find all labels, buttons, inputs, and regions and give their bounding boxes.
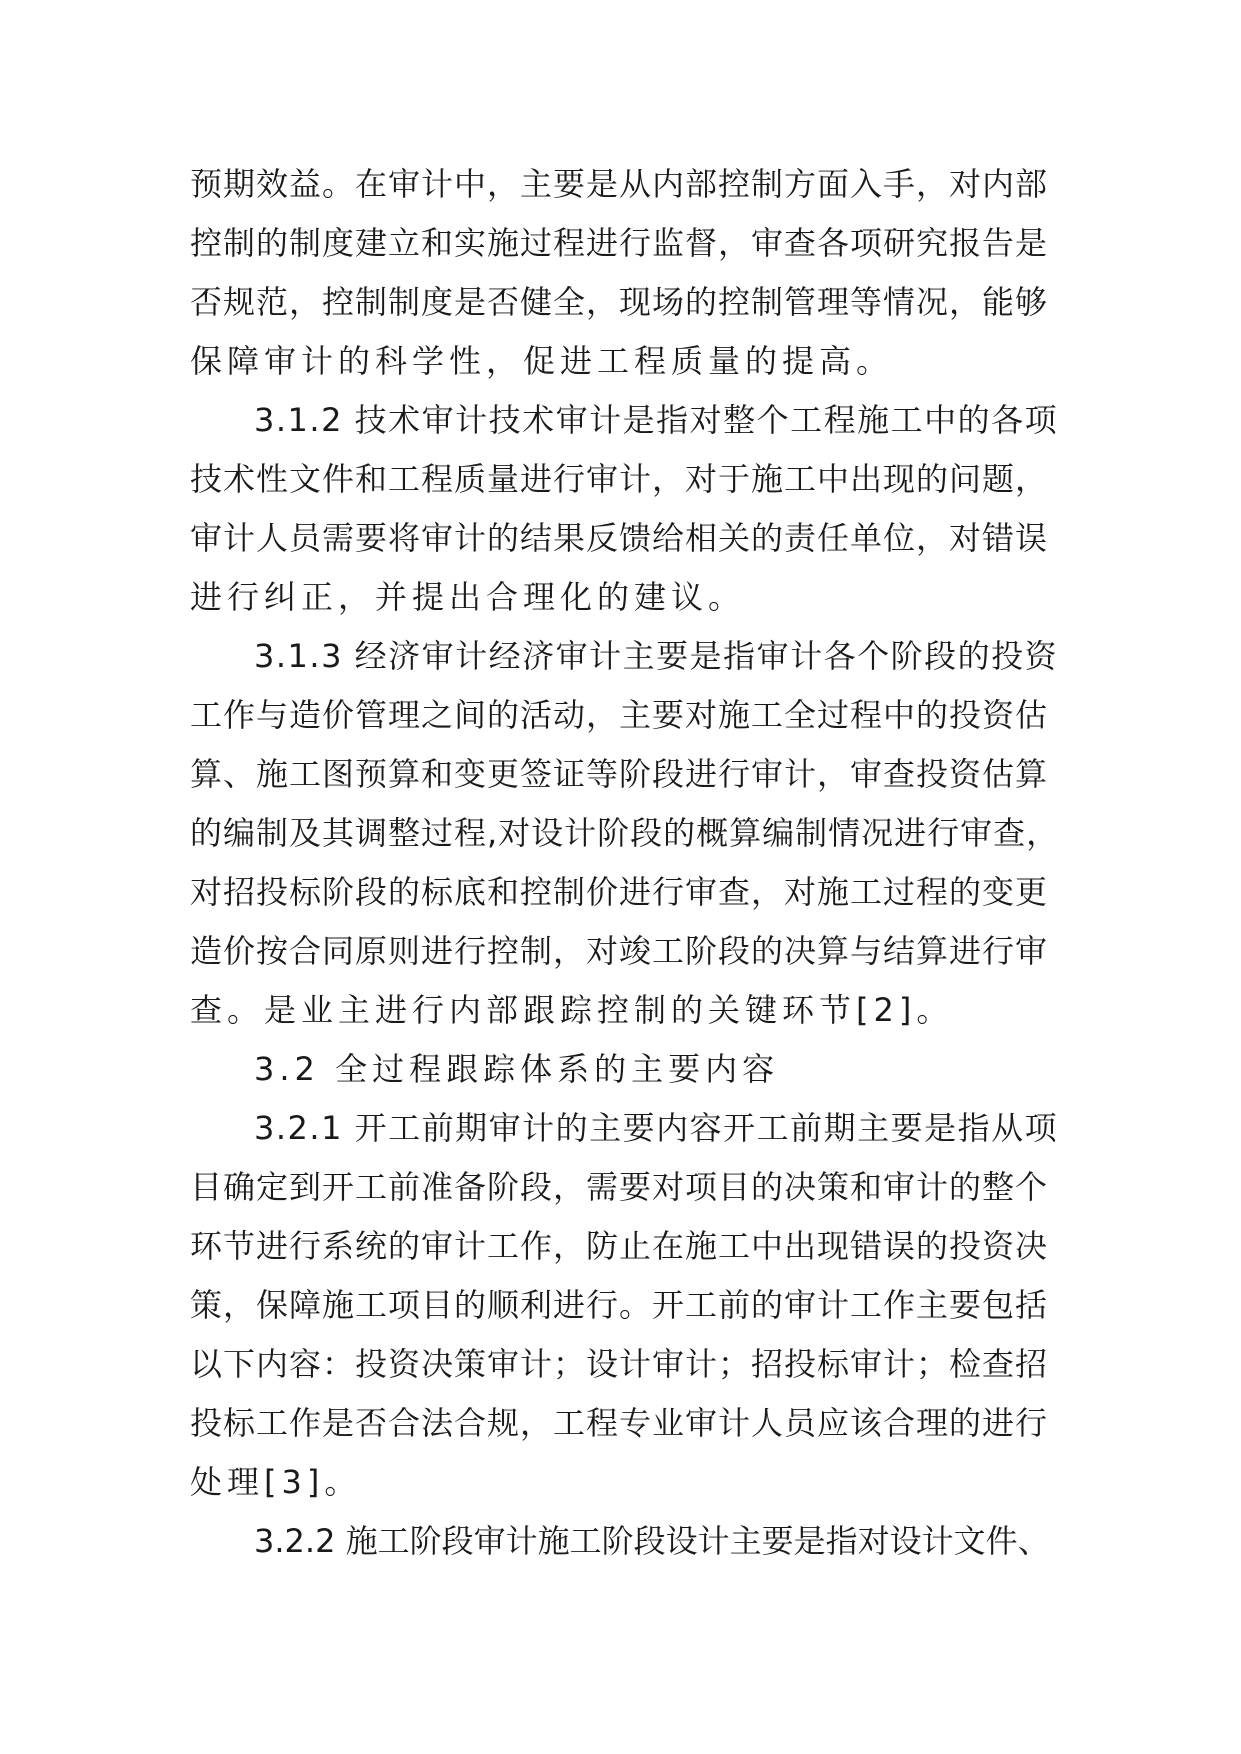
section-heading-3-1-3: 3.1.3 经济审计经济审计主要是指审计各个阶段的投资: [254, 637, 1059, 675]
text-line: 查。是业主进行内部跟踪控制的关键环节[2]。: [190, 991, 954, 1029]
text-line: 处理[3]。: [190, 1463, 362, 1501]
text-line: 审计人员需要将审计的结果反馈给相关的责任单位，对错误: [190, 519, 1049, 557]
section-heading-3-2: 3.2 全过程跟踪体系的主要内容: [254, 1050, 780, 1088]
section-heading-3-2-1: 3.2.1 开工前期审计的主要内容开工前期主要是指从项: [254, 1109, 1059, 1147]
text-line: 否规范，控制制度是否健全，现场的控制管理等情况，能够: [190, 283, 1049, 321]
text-line: 预期效益。在审计中，主要是从内部控制方面入手，对内部: [190, 165, 1049, 203]
text-line: 目确定到开工前准备阶段，需要对项目的决策和审计的整个: [190, 1168, 1049, 1206]
text-line: 进行纠正，并提出合理化的建议。: [190, 578, 746, 616]
text-line: 以下内容：投资决策审计；设计审计；招投标审计；检查招: [190, 1345, 1049, 1383]
text-line: 造价按合同原则进行控制，对竣工阶段的决算与结算进行审: [190, 932, 1049, 970]
text-line: 保障审计的科学性，促进工程质量的提高。: [190, 342, 894, 380]
text-line: 环节进行系统的审计工作，防止在施工中出现错误的投资决: [190, 1227, 1049, 1265]
document-body: [190, 155, 1060, 1571]
text-line: 投标工作是否合法合规，工程专业审计人员应该合理的进行: [190, 1404, 1049, 1442]
text-line: 控制的制度建立和实施过程进行监督，审查各项研究报告是: [190, 224, 1049, 262]
text-line: 对招投标阶段的标底和控制价进行审查，对施工过程的变更: [190, 873, 1049, 911]
text-line: 工作与造价管理之间的活动，主要对施工全过程中的投资估: [190, 696, 1049, 734]
text-line: 技术性文件和工程质量进行审计，对于施工中出现的问题，: [190, 460, 1049, 498]
section-heading-3-2-2: 3.2.2 施工阶段审计施工阶段设计主要是指对设计文件、: [254, 1522, 1050, 1560]
text-line: 算、施工图预算和变更签证等阶段进行审计，审查投资估算: [190, 755, 1049, 793]
section-heading-3-1-2: 3.1.2 技术审计技术审计是指对整个工程施工中的各项: [254, 401, 1059, 439]
text-line: 策，保障施工项目的顺利进行。开工前的审计工作主要包括: [190, 1286, 1049, 1324]
text-line: 的编制及其调整过程,对设计阶段的概算编制情况进行审查，: [190, 814, 1060, 852]
